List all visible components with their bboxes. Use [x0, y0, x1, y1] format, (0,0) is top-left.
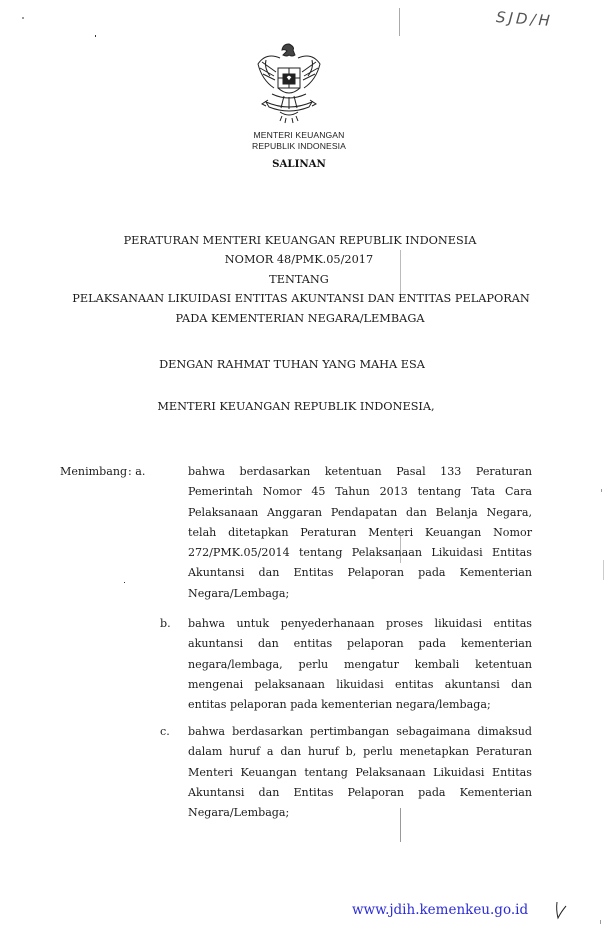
item-marker: b.: [160, 617, 171, 630]
title-line-1: PERATURAN MENTERI KEUANGAN REPUBLIK INDONESIA: [123, 234, 477, 247]
title-line-4: PELAKSANAAN LIKUIDASI ENTITAS AKUNTANSI DAN ENTITAS PELAPORAN: [72, 292, 530, 306]
scan-artifact: [95, 35, 96, 37]
item-marker: c.: [160, 725, 170, 738]
jdih-website-link[interactable]: www.jdih.kemenkeu.go.id: [352, 902, 529, 918]
item-text: bahwa untuk penyederhanaan proses likuidasi entitas akuntansi dan entitas pelaporan pada kementerian negara/lembaga, perlu mengatur kembali ketentuan mengenai pelaksanaan likuidasi entitas akuntansi dan entitas pelaporan pada kementerian negara/lembaga;: [188, 617, 532, 712]
item-marker: : a.: [128, 465, 146, 478]
invocation: DENGAN RAHMAT TUHAN YANG MAHA ESA: [159, 358, 425, 371]
issuer-line-1: MENTERI KEUANGAN: [253, 130, 345, 140]
considerations-label: Menimbang: [60, 465, 128, 478]
item-text: bahwa berdasarkan ketentuan Pasal 133 Peraturan Pemerintah Nomor 45 Tahun 2013 tentang Tata Cara Pelaksanaan Anggaran Pendapatan dan Belanja Negara, telah ditetapkan Peraturan Menteri Keuangan Nomor 272/PMK.05/2014 tentang Pelaksanaan Likuidasi Entitas Akuntansi dan Entitas Pelaporan pada Kementerian Negara/Lembaga;: [188, 465, 532, 600]
copy-label: SALINAN: [272, 158, 326, 170]
regulation-title: [0, 231, 612, 328]
issuer-heading: [0, 130, 598, 152]
handwritten-check-icon: [554, 900, 568, 920]
handwritten-note: SJD/H: [495, 8, 554, 30]
garuda-emblem-icon: [254, 36, 324, 126]
scan-artifact: [399, 8, 400, 36]
scan-artifact: [22, 17, 24, 19]
scan-artifact: [601, 489, 602, 492]
title-line-2: NOMOR 48/PMK.05/2017: [224, 253, 374, 267]
scan-artifact: [603, 560, 604, 580]
item-text: bahwa berdasarkan pertimbangan sebagaimana dimaksud dalam huruf a dan huruf b, perlu menetapkan Peraturan Menteri Keuangan tentang Pelaksanaan Likuidasi Entitas Akuntansi dan Entitas Pelaporan pada Kementerian Negara/Lembaga;: [188, 725, 532, 820]
title-line-3: TENTANG: [269, 272, 329, 286]
scan-artifact: [600, 920, 601, 924]
title-line-5: PADA KEMENTERIAN NEGARA/LEMBAGA: [175, 311, 425, 325]
issuer-line-2: REPUBLIK INDONESIA: [252, 141, 346, 151]
scan-artifact: [124, 582, 125, 583]
authority-line: MENTERI KEUANGAN REPUBLIK INDONESIA,: [157, 400, 435, 413]
